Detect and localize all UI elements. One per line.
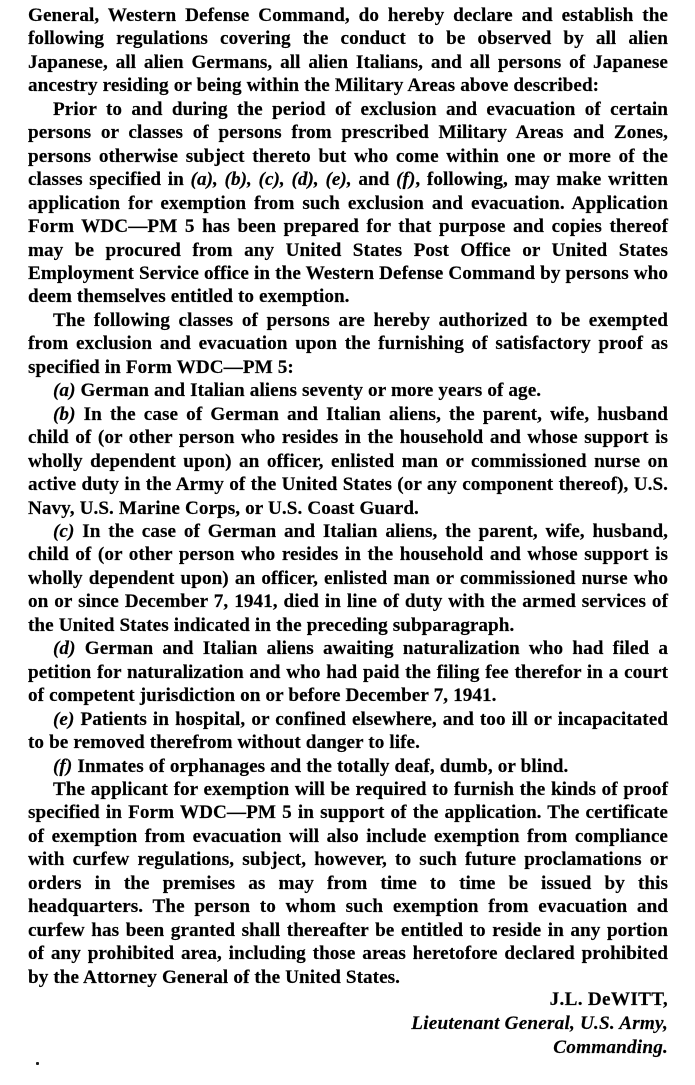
- item-text-f: Inmates of orphanages and the totally deaf, dumb, or blind.: [72, 755, 569, 777]
- paragraph-following-classes: The following classes of persons are hereby authorized to be exempted from exclusion and evacuation upon the furnishing of satisfactory proof as specified in Form WDC—PM 5:: [28, 309, 668, 378]
- signature-name: J.L. DeWITT,: [549, 989, 668, 1010]
- clause-reference-f: (f): [396, 169, 416, 191]
- paragraph-prior-to-and-during: [28, 98, 668, 309]
- list-item-d: [28, 637, 668, 707]
- signature-block: [28, 988, 668, 1059]
- item-marker-f: (f): [53, 755, 73, 777]
- list-item-c: [28, 520, 668, 637]
- paragraph-prior-conjunction: and: [351, 169, 397, 191]
- item-text-d: German and Italian aliens awaiting naturalization who had filed a petition for naturalization and who had paid the filing fee therefor in a court of competent jurisdiction on or before December 7, 1941.: [28, 638, 668, 707]
- signature-rank: Lieutenant General, U.S. Army,: [411, 1012, 668, 1034]
- scan-artifact-speck: [36, 1062, 39, 1065]
- list-item-e: [28, 708, 668, 755]
- item-marker-c: (c): [53, 520, 75, 542]
- item-text-e: Patients in hospital, or confined elsewhere, and too ill or incapacitated to be removed therefrom without danger to life.: [28, 708, 668, 754]
- list-item-a: [28, 379, 668, 402]
- item-text-a: German and Italian aliens seventy or more years of age.: [75, 380, 542, 402]
- paragraph-opening-continued: General, Western Defense Command, do hereby declare and establish the following regulations covering the conduct to be observed by all alien Japanese, all alien Germans, all alien Italians, and all persons of Japanese ancestry residing or being within the Military Areas above described:: [28, 5, 668, 97]
- item-text-c: In the case of German and Italian aliens, the parent, wife, husband, child of (or other person who resides in the household and whose support is wholly dependent upon) an officer, enlisted man or commissioned nurse who on or since December 7, 1941, died in line of duty with the armed services of the United States indicated in the preceding subparagraph.: [28, 520, 668, 636]
- paragraph-applicant-for-exemption: The applicant for exemption will be required to furnish the kinds of proof specified in Form WDC—PM 5 in support of the application. The certificate of exemption from evacuation will also include exemption from compliance with curfew regulations, subject, however, to such future proclamations or orders in the premises as may from time to time be issued by this headquarters. The person to whom such exemption from evacuation and curfew has been granted shall thereafter be entitled to reside in any portion of any prohibited area, including those areas heretofore declared prohibited by the Attorney General of the United States.: [28, 778, 668, 988]
- item-marker-a: (a): [53, 380, 76, 402]
- item-text-b: In the case of German and Italian aliens, the parent, wife, husband child of (or other person who resides in the household and whose support is wholly dependent upon) an officer, enlisted man or commissioned nurse on active duty in the Army of the United States (or any component thereof), U.S. Navy, U.S. Marine Corps, or U.S. Coast Guard.: [28, 403, 668, 519]
- item-marker-d: (d): [53, 638, 76, 660]
- list-item-b: [28, 403, 668, 520]
- item-marker-b: (b): [53, 403, 76, 425]
- paragraph-prior-part-1: Prior to and during the period of exclusion and evacuation of certain persons or classes of persons from prescribed Military Areas and Zones, persons otherwise subject thereto but who come within one or more of the classes specified in: [28, 98, 668, 191]
- document-text-block: [28, 4, 668, 989]
- clause-reference-list: (a), (b), (c), (d), (e),: [190, 169, 352, 191]
- paragraph-prior-part-3: , following, may make written application for exemption from such exclusion and evacuation. Application Form WDC—PM 5 has been prepared for that purpose and copies thereof may be procured from any United States Post Office or United States Employment Service office in the Western Defense Command by persons who deem themselves entitled to exemption.: [28, 169, 668, 308]
- item-marker-e: (e): [53, 708, 75, 730]
- signature-role: Commanding.: [553, 1036, 668, 1058]
- list-item-f: [28, 755, 668, 778]
